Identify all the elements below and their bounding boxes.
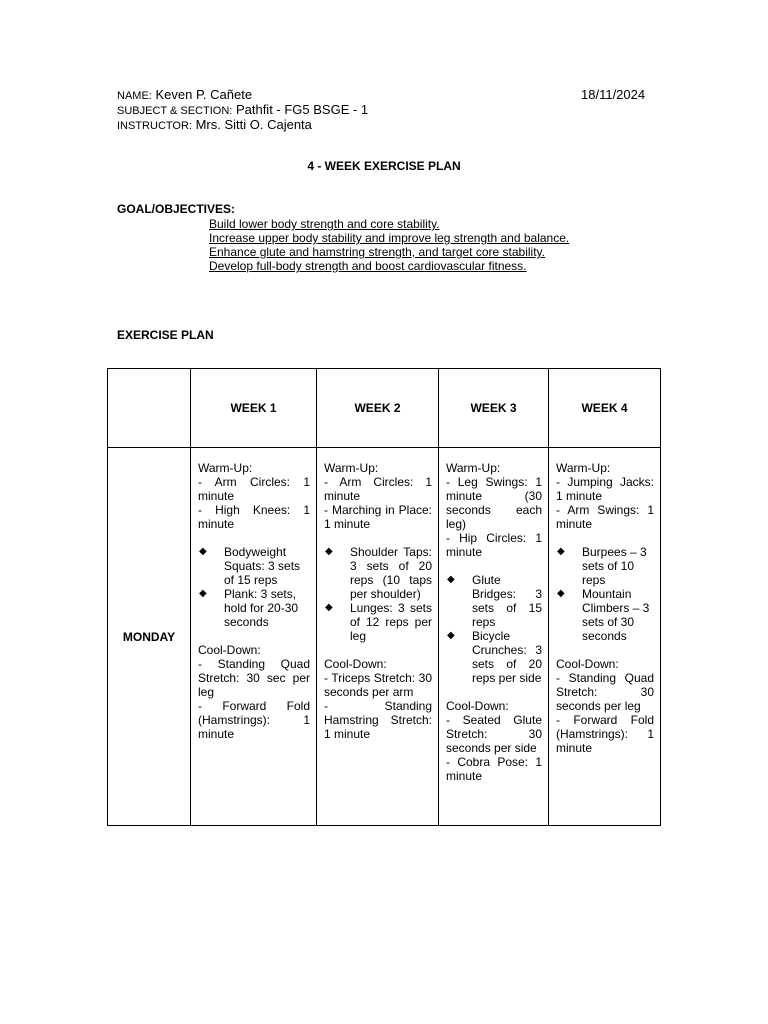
cooldown-item: - Standing Quad Stretch: 30 seconds per leg [556, 671, 654, 713]
subject-section: Pathfit - FG5 BSGE - 1 [235, 102, 369, 117]
document-title: 4 - WEEK EXERCISE PLAN [307, 159, 461, 173]
diamond-bullet-icon: ◆ [199, 588, 207, 599]
cooldown-item: - Forward Fold (Hamstrings): 1 minute [556, 713, 654, 755]
subject-label: SUBJECT & SECTION: [117, 105, 233, 117]
warmup-item: - Arm Circles: 1 minute [324, 475, 432, 503]
diamond-bullet-icon: ◆ [325, 546, 333, 557]
week2-cell [317, 448, 439, 826]
week-header: WEEK 4 [549, 369, 661, 448]
instructor-name: Mrs. Sitti O. Cajenta [195, 117, 312, 132]
week3-cell [439, 448, 549, 826]
diamond-bullet-icon: ◆ [447, 574, 455, 585]
goal-item: Develop full-body strength and boost cardiovascular fitness. [209, 259, 527, 273]
cooldown-label: Cool-Down: [446, 699, 509, 713]
week1-cell [191, 448, 317, 826]
diamond-bullet-icon: ◆ [557, 588, 565, 599]
diamond-bullet-icon: ◆ [199, 546, 207, 557]
document-date: 18/11/2024 [581, 87, 646, 102]
cooldown-item: - Seated Glute Stretch: 30 seconds per side [446, 713, 542, 755]
warmup-label: Warm-Up: [556, 461, 611, 475]
goals-heading: GOAL/OBJECTIVES: [117, 202, 236, 216]
goals-list [209, 217, 569, 273]
warmup-label: Warm-Up: [324, 461, 379, 475]
warmup-item: - Arm Swings: 1 minute [556, 503, 654, 531]
exercise-item: ◆ Lunges: 3 sets of 12 reps per leg [325, 601, 432, 643]
exercise-item: ◆ Burpees – 3 sets of 10 reps [557, 545, 647, 587]
goal-item: Increase upper body stability and improve leg strength and balance. [209, 231, 570, 245]
warmup-item: - Hip Circles: 1 minute [446, 531, 542, 559]
table-row [108, 448, 661, 826]
warmup-item: - Leg Swings: 1 minute (30 seconds each leg) [446, 475, 542, 531]
week-header: WEEK 1 [191, 369, 317, 448]
diamond-bullet-icon: ◆ [557, 546, 565, 557]
exercise-item: ◆ Bodyweight Squats: 3 sets of 15 reps [199, 545, 301, 587]
diamond-bullet-icon: ◆ [447, 630, 455, 641]
warmup-item: - Arm Circles: 1 minute [198, 475, 310, 503]
cooldown-item: - Cobra Pose: 1 minute [446, 755, 542, 783]
exercise-item: ◆ Glute Bridges: 3 sets of 15 reps [447, 573, 542, 629]
corner-cell [108, 369, 191, 448]
cooldown-item: - Standing Hamstring Stretch: 1 minute [324, 699, 432, 741]
warmup-item: - High Knees: 1 minute [198, 503, 310, 531]
goal-item: Enhance glute and hamstring strength, and target core stability. [209, 245, 545, 259]
instructor-line [117, 117, 312, 134]
cooldown-item: - Forward Fold (Hamstrings): 1 minute [198, 699, 310, 741]
cooldown-label: Cool-Down: [324, 657, 387, 671]
instructor-label: INSTRUCTOR: [117, 120, 192, 132]
week-header: WEEK 2 [317, 369, 439, 448]
student-name: Keven P. Cañete [155, 87, 253, 102]
exercise-plan-table [107, 368, 661, 826]
week4-cell [549, 448, 661, 826]
name-label: NAME: [117, 90, 152, 102]
cooldown-item: - Standing Quad Stretch: 30 sec per leg [198, 657, 310, 699]
goal-item: Build lower body strength and core stability. [209, 217, 440, 231]
cooldown-item: - Triceps Stretch: 30 seconds per arm [324, 671, 432, 699]
exercise-item: ◆ Shoulder Taps: 3 sets of 20 reps (10 taps per shoulder) [325, 545, 432, 601]
cooldown-label: Cool-Down: [198, 643, 261, 657]
warmup-item: - Marching in Place: 1 minute [324, 503, 432, 531]
exercise-item: ◆ Bicycle Crunches: 3 sets of 20 reps per side [447, 629, 542, 685]
warmup-label: Warm-Up: [198, 461, 253, 475]
table-header-row [108, 369, 661, 448]
diamond-bullet-icon: ◆ [325, 602, 333, 613]
cooldown-label: Cool-Down: [556, 657, 619, 671]
week-header: WEEK 3 [439, 369, 549, 448]
day-label: MONDAY [108, 448, 191, 826]
exercise-item: ◆ Plank: 3 sets, hold for 20-30 seconds [199, 587, 299, 629]
warmup-item: - Jumping Jacks: 1 minute [556, 475, 654, 503]
warmup-label: Warm-Up: [446, 461, 501, 475]
exercise-plan-heading: EXERCISE PLAN [117, 328, 214, 342]
exercise-item: ◆ Mountain Climbers – 3 sets of 30 seconds [557, 587, 650, 643]
